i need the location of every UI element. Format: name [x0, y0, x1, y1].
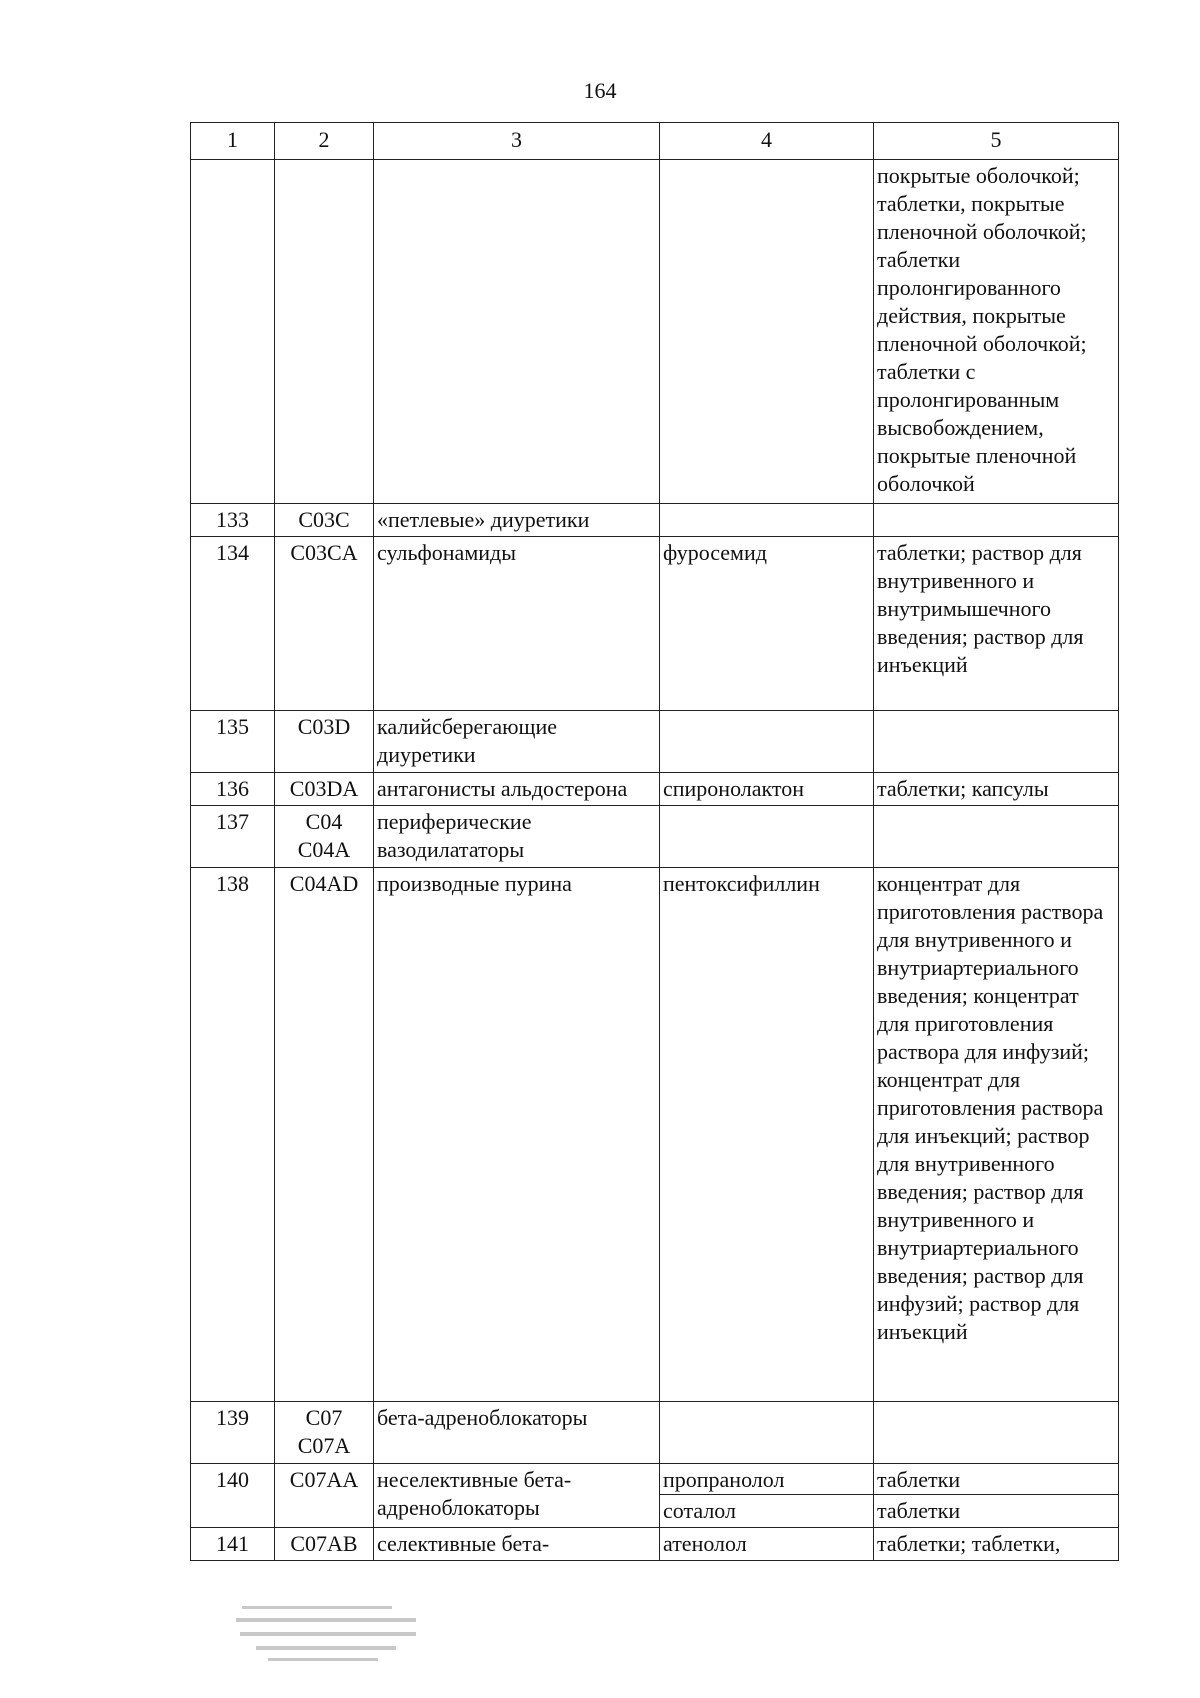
row-number: 141: [191, 1528, 275, 1561]
group-name: селективные бета-: [374, 1528, 660, 1561]
header-cell: 2: [275, 123, 374, 160]
faint-stamp: [232, 1598, 432, 1672]
medicines-table: [190, 122, 1119, 1561]
dosage-forms: таблетки; таблетки,: [874, 1528, 1119, 1561]
dosage-forms: таблетки: [877, 1467, 961, 1492]
drug-name: фуросемид: [660, 537, 874, 711]
drug-name: атенолол: [660, 1528, 874, 1561]
atc-code: C07 C07A: [275, 1402, 374, 1464]
table-row: [191, 537, 1119, 711]
drug-name: пропранолол: [663, 1467, 785, 1492]
table-row: [191, 504, 1119, 537]
atc-code: C07AA: [275, 1464, 374, 1528]
table-row: [191, 711, 1119, 773]
row-number: 136: [191, 773, 275, 806]
group-name: неселективные бета-адреноблокаторы: [374, 1464, 660, 1528]
row-number: 137: [191, 806, 275, 868]
atc-code: C03D: [275, 711, 374, 773]
table-row: [191, 868, 1119, 1402]
group-name: производные пурина: [374, 868, 660, 1402]
group-name: сульфонамиды: [374, 537, 660, 711]
dosage-forms: таблетки; капсулы: [874, 773, 1119, 806]
row-number: 135: [191, 711, 275, 773]
drug-name: спиронолактон: [660, 773, 874, 806]
atc-code: C03DA: [275, 773, 374, 806]
drug-name: [660, 711, 874, 773]
table-header-row: [191, 123, 1119, 160]
group-name: [374, 160, 660, 504]
drug-name-split: [660, 1464, 874, 1528]
atc-code: C03CA: [275, 537, 374, 711]
header-cell: 1: [191, 123, 275, 160]
atc-code: C04AD: [275, 868, 374, 1402]
atc-code: C03C: [275, 504, 374, 537]
table-row: [191, 806, 1119, 868]
drug-name: соталол: [660, 1494, 873, 1527]
dosage-forms: покрытые оболочкой; таблетки, покрытые пленочной оболочкой; таблетки пролонгированного действия, покрытые пленочной оболочкой; таблетки с пролонгированным высвобождением, покрытые пленочной оболочкой: [874, 160, 1119, 504]
group-name: бета-адреноблокаторы: [374, 1402, 660, 1464]
group-name: антагонисты альдостерона: [374, 773, 660, 806]
dosage-forms: [874, 1402, 1119, 1464]
atc-code: C07AB: [275, 1528, 374, 1561]
row-number: 134: [191, 537, 275, 711]
drug-name: [660, 1402, 874, 1464]
table-row: [191, 1528, 1119, 1561]
header-cell: 3: [374, 123, 660, 160]
table-row: [191, 1464, 1119, 1528]
dosage-forms: [874, 711, 1119, 773]
row-number: 139: [191, 1402, 275, 1464]
dosage-forms: таблетки: [874, 1494, 1118, 1527]
page-number: 164: [583, 78, 617, 103]
drug-name: [660, 504, 874, 537]
group-name: «петлевые» диуретики: [374, 504, 660, 537]
row-number: 133: [191, 504, 275, 537]
atc-code: C04 C04A: [275, 806, 374, 868]
row-number: [191, 160, 275, 504]
header-cell: 4: [660, 123, 874, 160]
dosage-forms: концентрат для приготовления раствора для внутривенного и внутриартериального введения; концентрат для приготовления раствора для инфузий; концентрат для приготовления раствора для инъекций; раствор для внутривенного введения; раствор для внутривенного и внутриартериального введения; раствор для инфузий; раствор для инъекций: [874, 868, 1119, 1402]
row-number: 138: [191, 868, 275, 1402]
header-cell: 5: [874, 123, 1119, 160]
table-row: [191, 773, 1119, 806]
group-name: периферические вазодилататоры: [374, 806, 660, 868]
row-number: 140: [191, 1464, 275, 1528]
stamp-mark: [232, 1598, 432, 1668]
dosage-forms: [874, 504, 1119, 537]
table-row: [191, 160, 1119, 504]
dosage-forms: [874, 806, 1119, 868]
dosage-forms-split: [874, 1464, 1119, 1528]
atc-code: [275, 160, 374, 504]
group-name: калийсберегающие диуретики: [374, 711, 660, 773]
drug-name: [660, 806, 874, 868]
table-row: [191, 1402, 1119, 1464]
drug-name: [660, 160, 874, 504]
dosage-forms: таблетки; раствор для внутривенного и внутримышечного введения; раствор для инъекций: [874, 537, 1119, 711]
drug-name: пентоксифиллин: [660, 868, 874, 1402]
